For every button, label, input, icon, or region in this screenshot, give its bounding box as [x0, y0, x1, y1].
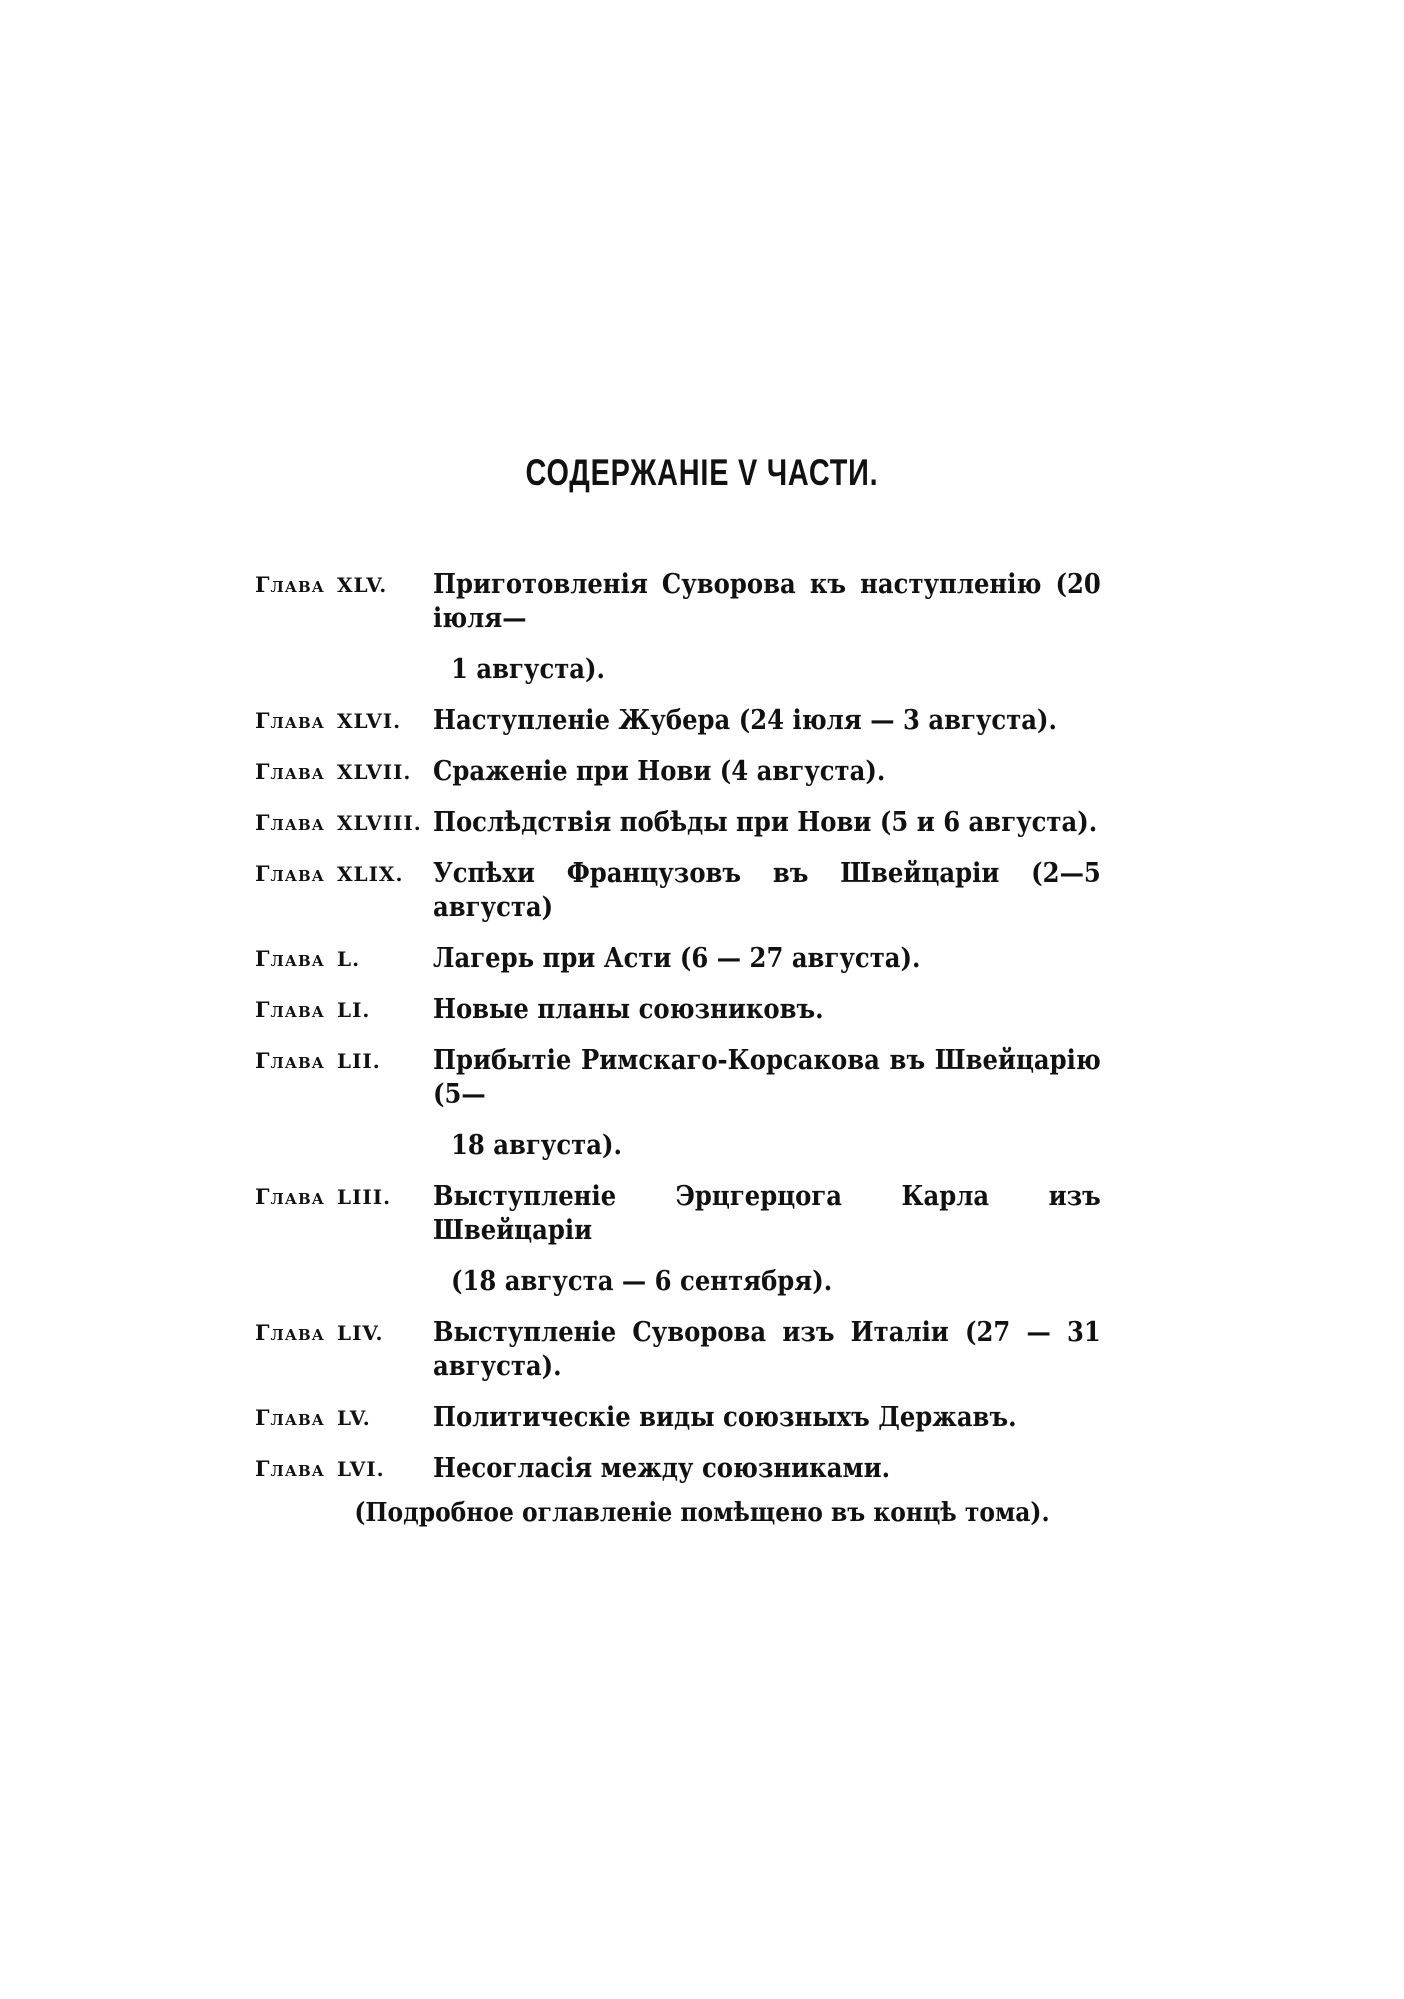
toc-entry [255, 993, 1175, 1027]
chapter-number: XLVII. [337, 760, 412, 784]
chapter-label: Глава [255, 861, 325, 886]
chapter-title: Сраженіе при Нови (4 августа). [433, 756, 886, 787]
chapter-label: Глава [255, 1456, 325, 1481]
chapter-label: Глава [255, 1184, 325, 1209]
chapter-label: Глава [255, 1320, 325, 1345]
toc-entry [255, 1316, 1175, 1384]
toc-entry [255, 1452, 1175, 1486]
chapter-label: Глава [255, 1405, 325, 1430]
chapter-title-line: Прибытіе Римскаго-Корсакова въ Швейцарію (5— [433, 1045, 1101, 1110]
chapter-title-line: Выступленіе Эрцгерцога Карла изъ Швейцаріи [433, 1181, 1101, 1246]
chapter-title [433, 1044, 1101, 1163]
toc-entry [255, 1401, 1175, 1435]
toc-entry [255, 755, 1175, 789]
chapter-number: LII. [337, 1049, 381, 1073]
toc-entry [255, 704, 1175, 738]
chapter-title: Выступленіе Суворова изъ Италіи (27 — 31 августа). [433, 1317, 1101, 1382]
chapter-title: Лагерь при Асти (6 — 27 августа). [433, 943, 921, 974]
chapter-label: Глава [255, 946, 325, 971]
chapter-title-line: Приготовленія Суворова къ наступленію (20 іюля— [433, 569, 1101, 634]
chapter-number: LIII. [337, 1185, 392, 1209]
chapter-title: Успѣхи Французовъ въ Швейцаріи (2—5 августа) [433, 858, 1101, 923]
chapter-title-continuation: 1 августа). [451, 654, 606, 685]
chapter-number: XLIX. [337, 862, 404, 886]
chapter-number: LIV. [337, 1321, 384, 1345]
toc-entry [255, 1044, 1175, 1163]
chapter-label: Глава [255, 1048, 325, 1073]
chapter-title: Послѣдствія побѣды при Нови (5 и 6 августа). [433, 807, 1098, 838]
toc-entry [255, 806, 1175, 840]
chapter-label: Глава [255, 997, 325, 1022]
chapter-title: Наступленіе Жубера (24 іюля — 3 августа). [433, 705, 1057, 736]
chapter-label: Глава [255, 810, 325, 835]
chapter-title: Политическіе виды союзныхъ Державъ. [433, 1402, 1017, 1433]
chapter-label: Глава [255, 572, 325, 597]
chapter-title: Несогласія между союзниками. [433, 1453, 891, 1484]
chapter-title [433, 568, 1101, 687]
toc-entry [255, 1180, 1175, 1299]
footer-note: (Подробное оглавленіе помѣщено въ концѣ тома). [354, 1498, 1050, 1528]
chapter-number: L. [337, 947, 361, 971]
chapter-number: LI. [337, 998, 371, 1022]
chapter-number: LVI. [337, 1457, 385, 1481]
toc-entry [255, 568, 1175, 687]
page-title: СОДЕРЖАНІЕ V ЧАСТИ. [525, 452, 879, 493]
chapter-number: LV. [337, 1406, 371, 1430]
toc-entry [255, 942, 1175, 976]
chapter-number: XLVIII. [337, 811, 422, 835]
chapter-label: Глава [255, 759, 325, 784]
toc-entry [255, 857, 1175, 925]
chapter-number: XLV. [337, 573, 388, 597]
chapter-number: XLVI. [337, 709, 402, 733]
chapter-title-continuation: (18 августа — 6 сентября). [451, 1266, 833, 1297]
chapter-title: Новые планы союзниковъ. [433, 994, 824, 1025]
chapter-title-continuation: 18 августа). [451, 1130, 622, 1161]
chapter-label: Глава [255, 708, 325, 733]
table-of-contents [255, 568, 1175, 1503]
chapter-title [433, 1180, 1101, 1299]
